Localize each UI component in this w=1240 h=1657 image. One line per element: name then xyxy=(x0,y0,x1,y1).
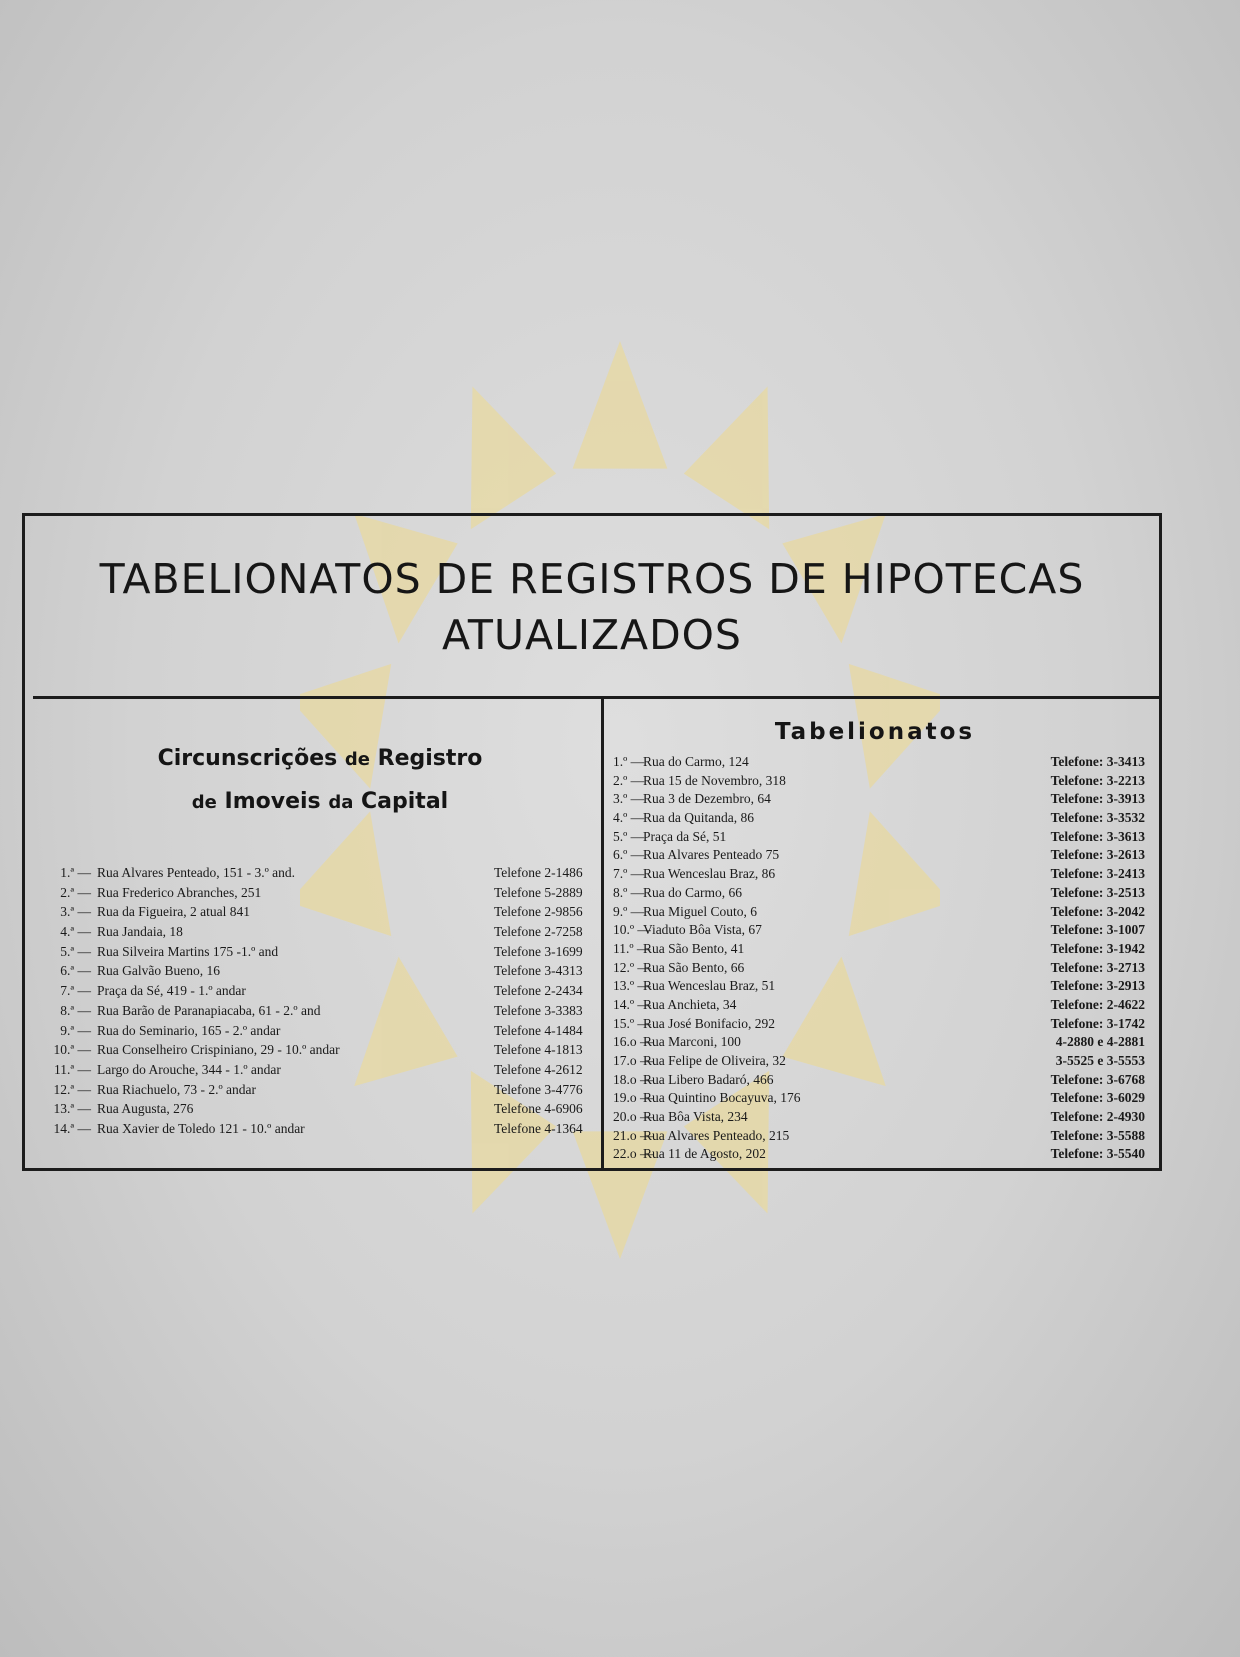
list-item xyxy=(613,753,1173,772)
entry-number: 4.º — xyxy=(613,810,645,826)
list-item xyxy=(613,1108,1173,1127)
list-item xyxy=(613,959,1173,978)
heading-word: da xyxy=(328,792,354,813)
entry-phone: Telefone 2-7258 xyxy=(494,924,583,940)
title-line-2: ATUALIZADOS xyxy=(442,611,742,659)
list-item xyxy=(613,1015,1173,1034)
entry-number: 9.º — xyxy=(613,903,645,919)
entry-phone: Telefone: 3-2513 xyxy=(1050,884,1145,900)
entry-phone: Telefone: 3-3913 xyxy=(1050,791,1145,807)
list-item xyxy=(613,1071,1173,1090)
heading-word: Imoveis xyxy=(224,789,321,814)
entry-address: Rua José Bonifacio, 292 xyxy=(643,1015,775,1031)
entry-address: Rua Augusta, 276 xyxy=(97,1101,194,1117)
left-heading-line-1 xyxy=(95,738,545,781)
entry-address: Rua 11 de Agosto, 202 xyxy=(643,1146,766,1162)
entry-number: 10.º — xyxy=(613,922,651,938)
entry-address: Rua Alvares Penteado, 151 - 3.º and. xyxy=(97,865,296,880)
entry-number: 6.ª — xyxy=(60,963,91,979)
list-item xyxy=(49,902,594,922)
entry-number: 21.o — xyxy=(613,1127,654,1143)
entry-phone: Telefone 3-4313 xyxy=(494,963,583,979)
list-item xyxy=(613,790,1173,809)
entry-phone: Telefone 3-1699 xyxy=(494,943,583,959)
entry-phone: Telefone: 3-3613 xyxy=(1050,828,1145,844)
entry-address: Rua Barão de Paranapiacaba, 61 - 2.º and xyxy=(97,1002,321,1018)
entry-number: 4.ª — xyxy=(60,924,91,940)
entry-address: Rua Miguel Couto, 6 xyxy=(643,903,757,919)
entry-number: 19.o — xyxy=(613,1090,654,1106)
entry-number: 17.o — xyxy=(613,1053,654,1068)
entry-phone: Telefone: 3-6029 xyxy=(1050,1090,1145,1106)
entry-address: Rua São Bento, 41 xyxy=(643,940,745,956)
list-item xyxy=(49,1060,594,1080)
title-line-1: TABELIONATOS DE REGISTROS DE HIPOTECAS xyxy=(99,555,1085,603)
entry-number: 3.ª — xyxy=(60,904,91,920)
entry-address: Rua Wenceslau Braz, 51 xyxy=(643,978,776,994)
entry-phone: Telefone 3-3383 xyxy=(494,1002,583,1018)
entry-address: Rua da Quitanda, 86 xyxy=(643,810,754,826)
entry-address: Praça da Sé, 51 xyxy=(643,828,727,844)
entry-number: 2.ª — xyxy=(60,884,91,900)
list-item xyxy=(613,940,1173,959)
entry-phone: Telefone 4-1813 xyxy=(494,1042,583,1058)
entry-number: 8.ª — xyxy=(60,1002,91,1018)
entry-number: 1.º — xyxy=(613,754,645,769)
entry-phone: Telefone: 3-3413 xyxy=(1050,754,1145,769)
entry-phone: Telefone 4-6906 xyxy=(494,1101,583,1117)
entry-phone: Telefone: 3-2713 xyxy=(1050,959,1145,975)
sun-ray xyxy=(684,386,769,529)
entry-number: 15.º — xyxy=(613,1015,651,1031)
list-item xyxy=(613,828,1173,847)
entry-address: Viaduto Bôa Vista, 67 xyxy=(643,922,762,938)
list-item xyxy=(613,1089,1173,1108)
entry-number: 3.º — xyxy=(613,791,645,807)
entry-address: Rua Alvares Penteado 75 xyxy=(643,847,780,863)
entry-number: 1.ª — xyxy=(60,865,91,880)
list-item xyxy=(613,865,1173,884)
entry-address: Rua do Carmo, 66 xyxy=(643,884,742,900)
entry-address: Rua Xavier de Toledo 121 - 10.º andar xyxy=(97,1120,305,1136)
entry-number: 13.º — xyxy=(613,978,651,994)
list-item xyxy=(49,1099,594,1119)
entry-address: Rua Felipe de Oliveira, 32 xyxy=(643,1053,786,1068)
entry-phone: Telefone: 3-1942 xyxy=(1050,940,1145,956)
heading-word: Circunscrições xyxy=(157,746,338,771)
circunscricoes-list xyxy=(49,863,594,1139)
entry-address: Rua Bôa Vista, 234 xyxy=(643,1109,748,1125)
entry-phone: Telefone 4-2612 xyxy=(494,1061,583,1077)
list-item xyxy=(613,977,1173,996)
list-item xyxy=(49,1040,594,1060)
entry-address: Rua da Figueira, 2 atual 841 xyxy=(97,904,250,920)
entry-number: 11.ª — xyxy=(54,1061,91,1077)
entry-number: 12.ª — xyxy=(53,1081,91,1097)
entry-address: Rua São Bento, 66 xyxy=(643,959,745,975)
list-item xyxy=(49,883,594,903)
column-divider xyxy=(601,698,604,1168)
entry-address: Largo do Arouche, 344 - 1.º andar xyxy=(97,1061,281,1077)
entry-address: Rua Quintino Bocayuva, 176 xyxy=(643,1090,801,1106)
entry-address: Rua 3 de Dezembro, 64 xyxy=(643,791,771,807)
heading-word: de xyxy=(344,749,370,770)
entry-phone: Telefone 5-2889 xyxy=(494,884,583,900)
entry-address: Rua Galvão Bueno, 16 xyxy=(97,963,220,979)
entry-number: 8.º — xyxy=(613,884,645,900)
entry-phone: Telefone: 3-6768 xyxy=(1050,1071,1145,1087)
entry-address: Rua Silveira Martins 175 -1.º and xyxy=(97,943,279,959)
entry-address: Rua Wenceslau Braz, 86 xyxy=(643,866,776,882)
entry-number: 22.o — xyxy=(613,1146,654,1162)
entry-phone: Telefone: 3-2413 xyxy=(1050,866,1145,882)
list-item xyxy=(49,961,594,981)
tabelionatos-list xyxy=(613,753,1173,1164)
entry-address: Rua do Carmo, 124 xyxy=(643,754,749,769)
list-item xyxy=(49,1080,594,1100)
list-item xyxy=(49,922,594,942)
entry-phone: Telefone 2-9856 xyxy=(494,904,583,920)
list-item xyxy=(613,903,1173,922)
title-divider xyxy=(33,696,1159,699)
entry-phone: Telefone 2-1486 xyxy=(494,865,583,880)
list-item xyxy=(49,1119,594,1139)
entry-phone: 4-2880 e 4-2881 xyxy=(1055,1034,1145,1050)
list-item xyxy=(613,1127,1173,1146)
page-title xyxy=(25,551,1159,663)
list-item xyxy=(613,1033,1173,1052)
entry-number: 2.º — xyxy=(613,772,645,788)
entry-phone: Telefone: 2-4622 xyxy=(1050,996,1145,1012)
entry-number: 11.º — xyxy=(613,940,651,956)
entry-address: Rua Conselheiro Crispiniano, 29 - 10.º andar xyxy=(97,1042,340,1058)
entry-number: 14.º — xyxy=(613,996,651,1012)
entry-phone: Telefone: 3-1007 xyxy=(1050,922,1145,938)
entry-number: 12.º — xyxy=(613,959,651,975)
entry-phone: Telefone: 3-2913 xyxy=(1050,978,1145,994)
entry-number: 5.º — xyxy=(613,828,645,844)
list-item xyxy=(49,981,594,1001)
list-item xyxy=(49,942,594,962)
entry-phone: Telefone 3-4776 xyxy=(494,1081,583,1097)
sun-ray xyxy=(471,386,556,529)
entry-phone: Telefone: 3-5540 xyxy=(1050,1146,1145,1162)
entry-phone: Telefone: 3-3532 xyxy=(1050,810,1145,826)
left-heading-line-2 xyxy=(95,781,545,824)
entry-number: 18.o — xyxy=(613,1071,654,1087)
entry-address: Rua Frederico Abranches, 251 xyxy=(97,884,262,900)
entry-phone: Telefone 4-1484 xyxy=(494,1022,583,1038)
entry-phone: Telefone: 3-2042 xyxy=(1050,903,1145,919)
list-item xyxy=(49,1001,594,1021)
list-item xyxy=(613,884,1173,903)
entry-phone: 3-5525 e 3-5553 xyxy=(1055,1053,1145,1068)
entry-number: 10.ª — xyxy=(53,1042,91,1058)
list-item xyxy=(613,772,1173,791)
entry-number: 6.º — xyxy=(613,847,645,863)
entry-number: 20.o — xyxy=(613,1109,654,1125)
entry-number: 14.ª — xyxy=(53,1120,91,1136)
list-item xyxy=(613,809,1173,828)
entry-phone: Telefone: 3-1742 xyxy=(1050,1015,1145,1031)
entry-address: Rua Marconi, 100 xyxy=(643,1034,741,1050)
right-column-heading: Tabelionatos xyxy=(774,719,976,745)
entry-address: Rua 15 de Novembro, 318 xyxy=(643,772,786,788)
entry-phone: Telefone: 3-2613 xyxy=(1050,847,1145,863)
list-item xyxy=(613,1052,1173,1071)
entry-number: 16.o — xyxy=(613,1034,654,1050)
sun-ray xyxy=(573,341,668,469)
entry-phone: Telefone 2-2434 xyxy=(494,983,583,999)
entry-address: Rua Alvares Penteado, 215 xyxy=(643,1127,790,1143)
list-item xyxy=(613,846,1173,865)
heading-word: Registro xyxy=(377,746,483,771)
left-column-heading xyxy=(95,738,545,824)
heading-word: de xyxy=(191,792,217,813)
list-item xyxy=(49,1021,594,1041)
entry-phone: Telefone: 3-2213 xyxy=(1050,772,1145,788)
entry-address: Rua Riachuelo, 73 - 2.º andar xyxy=(97,1081,257,1097)
list-item xyxy=(613,996,1173,1015)
entry-phone: Telefone: 2-4930 xyxy=(1050,1109,1145,1125)
entry-address: Rua Anchieta, 34 xyxy=(643,996,737,1012)
entry-number: 7.ª — xyxy=(60,983,91,999)
entry-address: Rua Libero Badaró, 466 xyxy=(643,1071,774,1087)
entry-number: 7.º — xyxy=(613,866,645,882)
registry-table xyxy=(22,513,1162,1171)
list-item xyxy=(49,863,594,883)
entry-number: 13.ª — xyxy=(53,1101,91,1117)
entry-number: 9.ª — xyxy=(60,1022,91,1038)
entry-address: Rua do Seminario, 165 - 2.º andar xyxy=(97,1022,281,1038)
entry-address: Rua Jandaia, 18 xyxy=(97,924,183,940)
heading-word: Capital xyxy=(361,789,449,814)
entry-phone: Telefone 4-1364 xyxy=(494,1120,583,1136)
entry-address: Praça da Sé, 419 - 1.º andar xyxy=(97,983,246,999)
list-item xyxy=(613,1145,1173,1164)
entry-number: 5.ª — xyxy=(60,943,91,959)
list-item xyxy=(613,921,1173,940)
entry-phone: Telefone: 3-5588 xyxy=(1050,1127,1145,1143)
